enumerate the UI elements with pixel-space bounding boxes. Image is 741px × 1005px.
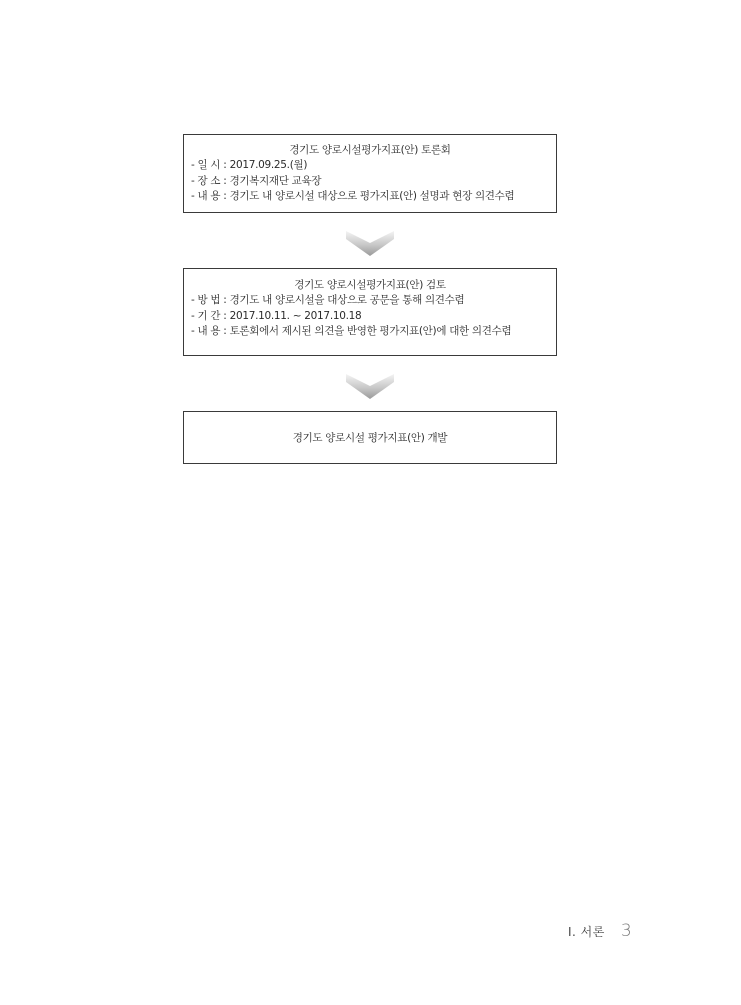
step-2-box	[183, 268, 557, 356]
step-2-period-line: - 기 간 : 2017.10.11. ~ 2017.10.18	[191, 309, 362, 322]
page-footer	[568, 921, 632, 941]
step-2-content-line: - 내 용 : 토론회에서 제시된 의견을 반영한 평가지표(안)에 대한 의견수렴	[191, 325, 512, 337]
step-1-date-line: - 일 시 : 2017.09.25.(월)	[191, 159, 308, 171]
step-3-title: 경기도 양로시설 평가지표(안) 개발	[292, 432, 448, 444]
step-2-title: 경기도 양로시설평가지표(안) 검토	[294, 279, 446, 291]
chevron-down-icon	[346, 226, 394, 256]
step-1-place-line: - 장 소 : 경기복지재단 교육장	[191, 174, 322, 187]
step-2-method-line: - 방 법 : 경기도 내 양로시설을 대상으로 공문을 통해 의견수렴	[191, 294, 465, 306]
step-1-content-line: - 내 용 : 경기도 내 양로시설 대상으로 평가지표(안) 설명과 현장 의견수렴	[191, 190, 515, 202]
page-number: 3	[620, 921, 632, 941]
chapter-label: Ⅰ. 서론	[568, 925, 605, 939]
step-1-box	[183, 134, 557, 213]
chevron-down-icon	[346, 369, 394, 399]
step-1-title: 경기도 양로시설평가지표(안) 토론회	[289, 144, 451, 156]
step-3-box	[183, 411, 557, 464]
